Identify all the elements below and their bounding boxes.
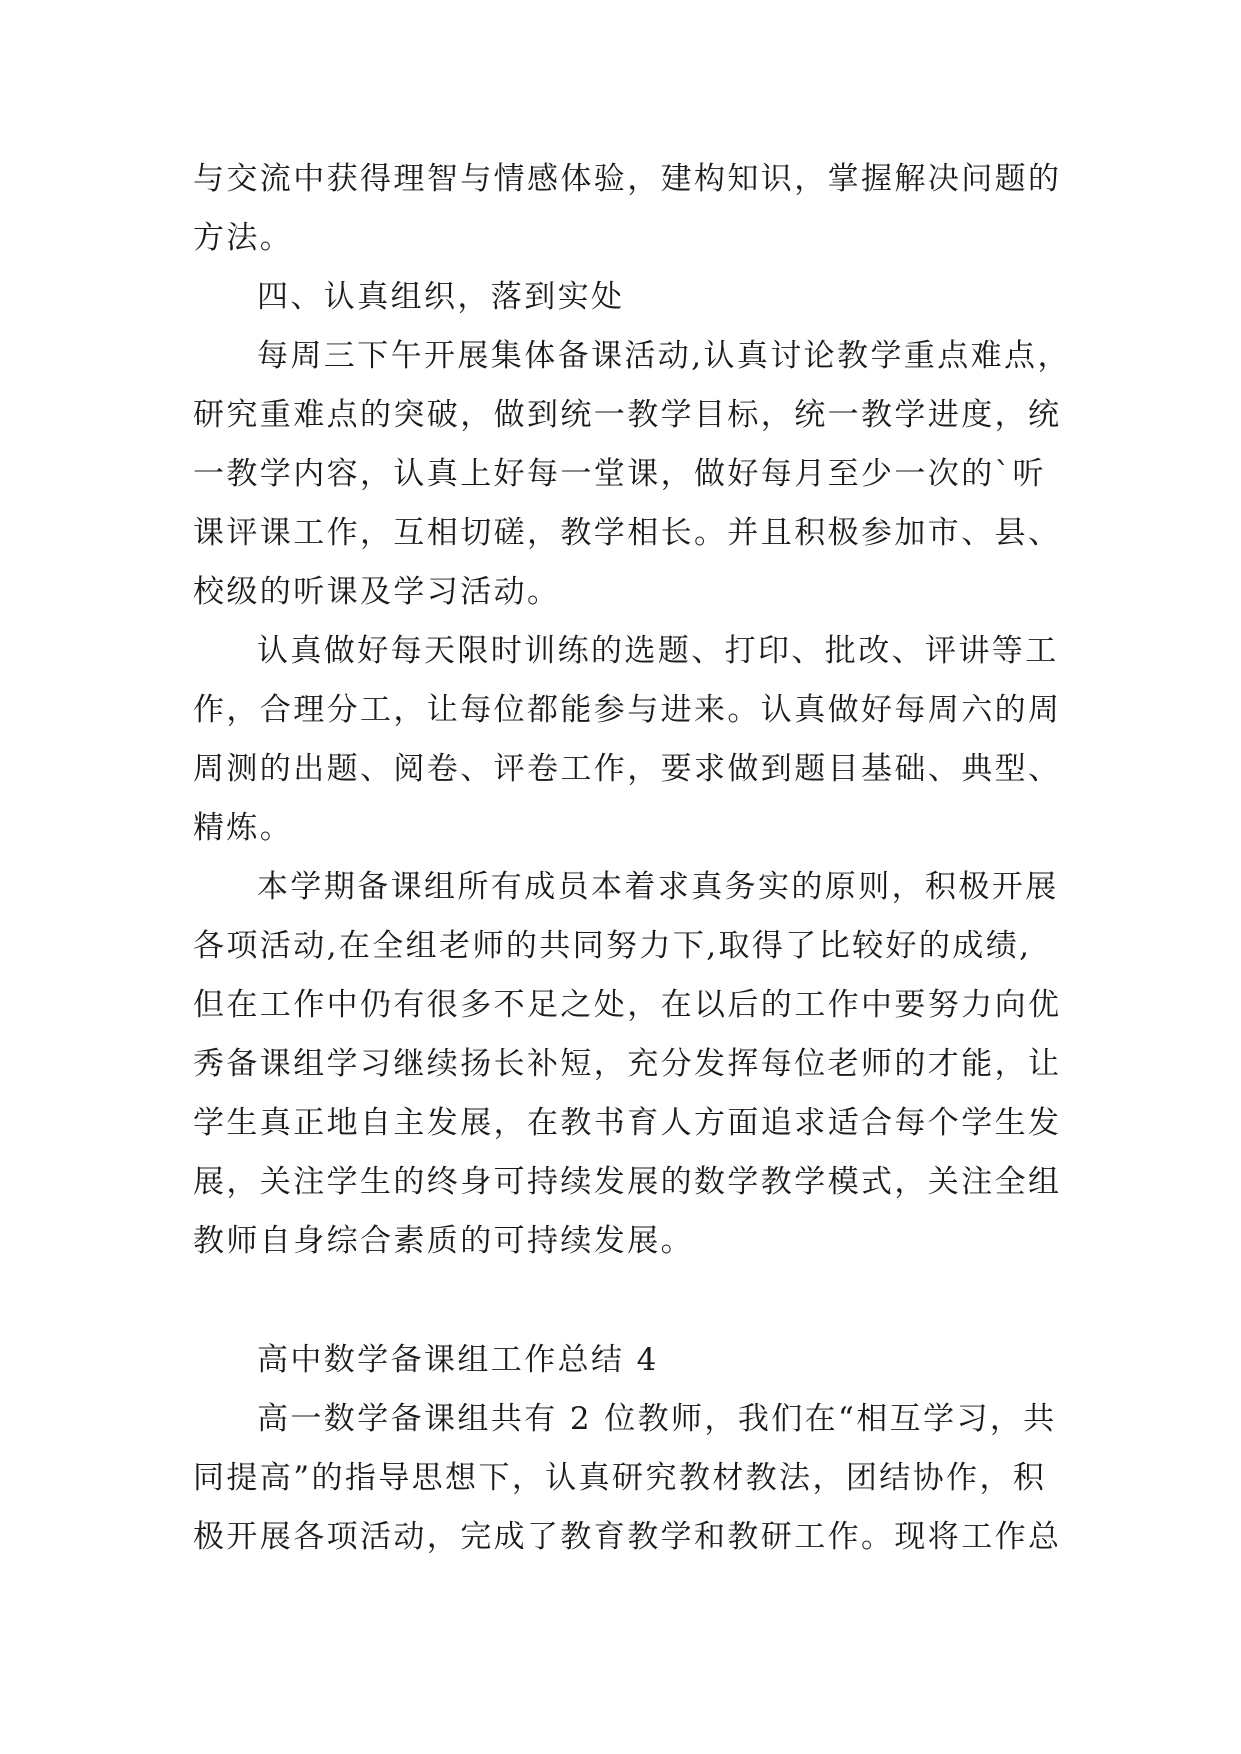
paragraph-line: 同提高”的指导思想下，认真研究教材教法，团结协作，积 xyxy=(193,1460,1047,1496)
section-title: 高中数学备课组工作总结 4 xyxy=(257,1342,659,1378)
paragraph-line: 方法。 xyxy=(193,220,294,256)
paragraph-line: 本学期备课组所有成员本着求真务实的原则，积极开展 xyxy=(257,869,1059,905)
paragraph-line: 与交流中获得理智与情感体验，建构知识，掌握解决问题的 xyxy=(193,161,1062,197)
paragraph-line: 每周三下午开展集体备课活动,认真讨论教学重点难点， xyxy=(257,338,1071,374)
paragraph-line: 认真做好每天限时训练的选题、打印、批改、评讲等工 xyxy=(257,633,1059,669)
paragraph-line: 校级的听课及学习活动。 xyxy=(193,574,561,610)
section-spacer xyxy=(193,1271,1063,1331)
paragraph-line: 一教学内容，认真上好每一堂课，做好每月至少一次的`听 xyxy=(193,456,1046,492)
paragraph-line: 课评课工作，互相切磋，教学相长。并且积极参加市、县、 xyxy=(193,515,1062,551)
paragraph-line: 秀备课组学习继续扬长补短，充分发挥每位老师的才能，让 xyxy=(193,1046,1062,1082)
document-body xyxy=(193,150,1071,1567)
paragraph-line: 精炼。 xyxy=(193,810,294,846)
paragraph-line: 展，关注学生的终身可持续发展的数学教学模式，关注全组 xyxy=(193,1164,1062,1200)
section-heading: 四、认真组织，落到实处 xyxy=(257,279,625,315)
paragraph-line: 作，合理分工，让每位都能参与进来。认真做好每周六的周 xyxy=(193,692,1062,728)
paragraph-line: 周测的出题、阅卷、评卷工作，要求做到题目基础、典型、 xyxy=(193,751,1062,787)
paragraph-line: 教师自身综合素质的可持续发展。 xyxy=(193,1223,694,1259)
paragraph-line: 学生真正地自主发展，在教书育人方面追求适合每个学生发 xyxy=(193,1105,1062,1141)
paragraph-line: 但在工作中仍有很多不足之处，在以后的工作中要努力向优 xyxy=(193,987,1062,1023)
paragraph-line: 高一数学备课组共有 2 位教师，我们在“相互学习，共 xyxy=(257,1401,1057,1437)
paragraph-line: 极开展各项活动，完成了教育教学和教研工作。现将工作总 xyxy=(193,1519,1062,1555)
paragraph-line: 研究重难点的突破，做到统一教学目标，统一教学进度，统 xyxy=(193,397,1062,433)
paragraph-line: 各项活动,在全组老师的共同努力下,取得了比较好的成绩, xyxy=(193,928,1032,964)
